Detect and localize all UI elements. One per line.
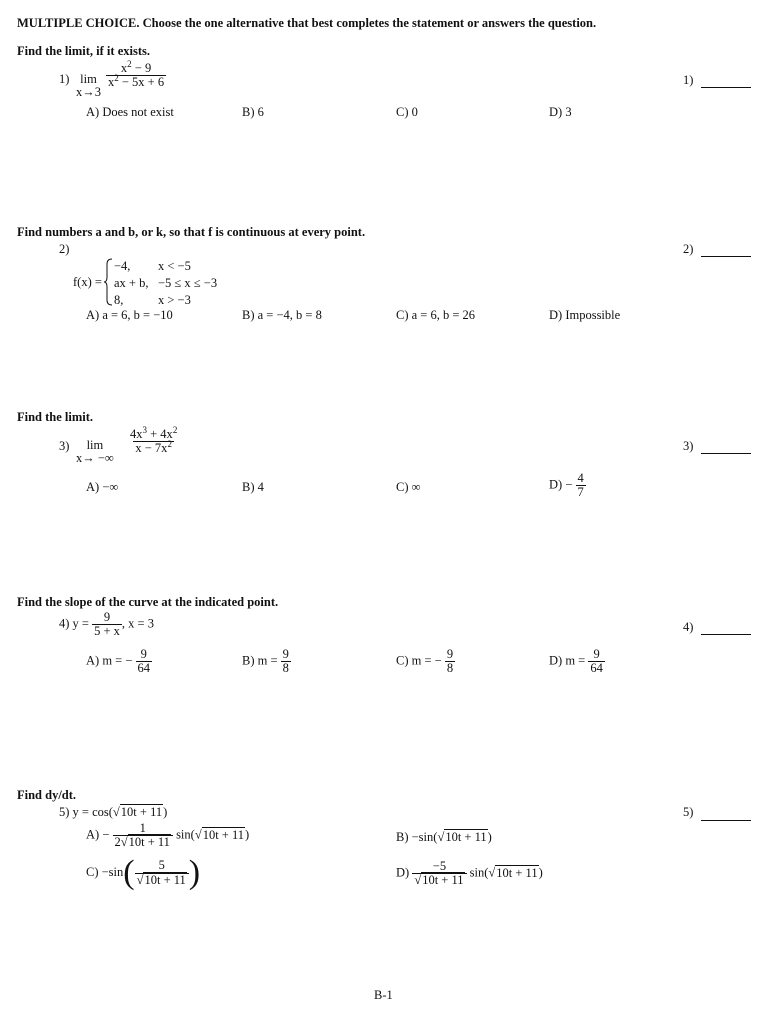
answer-label-1: 1) xyxy=(683,73,694,87)
answer-label-2: 2) xyxy=(683,242,694,256)
q3-choice-c[interactable]: C) ∞ xyxy=(396,480,421,494)
q1-choice-b[interactable]: B) 6 xyxy=(242,105,264,119)
limit-operator xyxy=(76,439,114,465)
right-paren-icon: ) xyxy=(188,854,201,891)
q2-choice-a[interactable]: A) a = 6, b = −10 xyxy=(86,308,173,322)
sqrt-icon: √ xyxy=(414,873,422,888)
q2-choice-b[interactable]: B) a = −4, b = 8 xyxy=(242,308,322,322)
piecewise-cases xyxy=(114,258,217,309)
sqrt-icon: √ xyxy=(112,805,120,819)
q5-choice-b[interactable]: B) −sin(√10t + 11) xyxy=(396,830,492,844)
sqrt-icon: √ xyxy=(120,835,128,850)
case-row: 8, x > −3 xyxy=(114,293,191,307)
limit-operator xyxy=(76,64,101,99)
answer-blank-1[interactable] xyxy=(701,87,751,88)
q5-choice-a[interactable]: A) − $\frac{1}{2√10t + 11}$ sin(√10t + 11) xyxy=(86,821,250,850)
q5-choice-c[interactable]: C) −sin( $\frac{5}{√10t + 11}$ ) xyxy=(86,854,201,891)
answer-blank-5[interactable] xyxy=(701,820,751,821)
q3-choice-d[interactable]: D) − $\frac{4}{7}$ xyxy=(549,471,584,500)
fx-label: f(x) = xyxy=(73,275,102,289)
section-heading-4: Find the slope of the curve at the indicated point. xyxy=(17,595,279,609)
lim-subscript: x→ −∞ xyxy=(76,451,114,466)
q1-choice-d[interactable]: D) 3 xyxy=(549,105,572,119)
q4-choice-a[interactable]: A) m = − $\frac{9}{64}$ xyxy=(86,647,151,676)
section-heading-2: Find numbers a and b, or k, so that f is continuous at every point. xyxy=(17,225,366,239)
lim-subscript: x→3 xyxy=(76,85,101,100)
question-number-3: 3) xyxy=(59,439,70,453)
q2-choice-d[interactable]: D) Impossible xyxy=(549,308,621,322)
q4-choice-c[interactable]: C) m = − $\frac{9}{8}$ xyxy=(396,647,454,676)
q3-numerator: $4x^3 + 4x^2$ xyxy=(130,424,178,441)
section-heading-3: Find the limit. xyxy=(17,410,94,424)
answer-label-4: 4) xyxy=(683,620,694,634)
q1-denominator: $x^2 - 5x + 6$ xyxy=(108,72,165,90)
left-brace-icon xyxy=(103,258,113,306)
answer-blank-3[interactable] xyxy=(701,453,751,454)
sqrt-icon: √ xyxy=(136,872,144,887)
q5-choice-d[interactable]: D) $\frac{-5}{√10t + 11}$ sin(√10t + 11) xyxy=(396,859,543,888)
q1-fraction xyxy=(106,58,166,90)
q1-numerator: $x^2 - 9$ xyxy=(120,58,152,75)
q1-choice-c[interactable]: C) 0 xyxy=(396,105,418,119)
lim-label: lim xyxy=(86,438,104,452)
q1-choice-a[interactable]: A) Does not exist xyxy=(86,105,174,119)
answer-label-3: 3) xyxy=(683,439,694,453)
q3-choice-a[interactable]: A) −∞ xyxy=(86,480,119,494)
instructions: MULTIPLE CHOICE. Choose the one alternative that best completes the statement or answers the question. xyxy=(17,16,597,30)
section-heading-5: Find dy/dt. xyxy=(17,788,77,802)
case-row: ax + b, −5 ≤ x ≤ −3 xyxy=(114,276,218,290)
sqrt-icon: √ xyxy=(488,865,496,880)
question-stem-5: 5) y = cos(√10t + 11) xyxy=(59,805,168,819)
page-number: B-1 xyxy=(374,988,393,1002)
left-paren-icon: ( xyxy=(123,854,135,891)
q4-choice-b[interactable]: B) m = $\frac{9}{8}$ xyxy=(242,647,289,676)
case-row: −4, x < −5 xyxy=(114,259,191,273)
q3-choice-b[interactable]: B) 4 xyxy=(242,480,264,494)
question-number-2: 2) xyxy=(59,242,70,256)
q3-fraction xyxy=(128,424,179,456)
section-heading-1: Find the limit, if it exists. xyxy=(17,44,150,58)
answer-label-5: 5) xyxy=(683,805,694,819)
q4-choice-d[interactable]: D) m = $\frac{9}{64}$ xyxy=(549,647,603,676)
question-stem-4: 4) y = $\frac{9}{5 + x}$ , x = 3 xyxy=(59,610,154,639)
sqrt-icon: √ xyxy=(194,827,202,842)
q2-choice-c[interactable]: C) a = 6, b = 26 xyxy=(396,308,476,322)
answer-blank-4[interactable] xyxy=(701,634,751,635)
sqrt-icon: √ xyxy=(437,830,445,844)
q3-denominator: $x - 7x^2$ xyxy=(135,438,172,456)
answer-blank-2[interactable] xyxy=(701,256,751,257)
lim-label: lim xyxy=(80,72,97,86)
question-number-1: 1) xyxy=(59,72,70,86)
